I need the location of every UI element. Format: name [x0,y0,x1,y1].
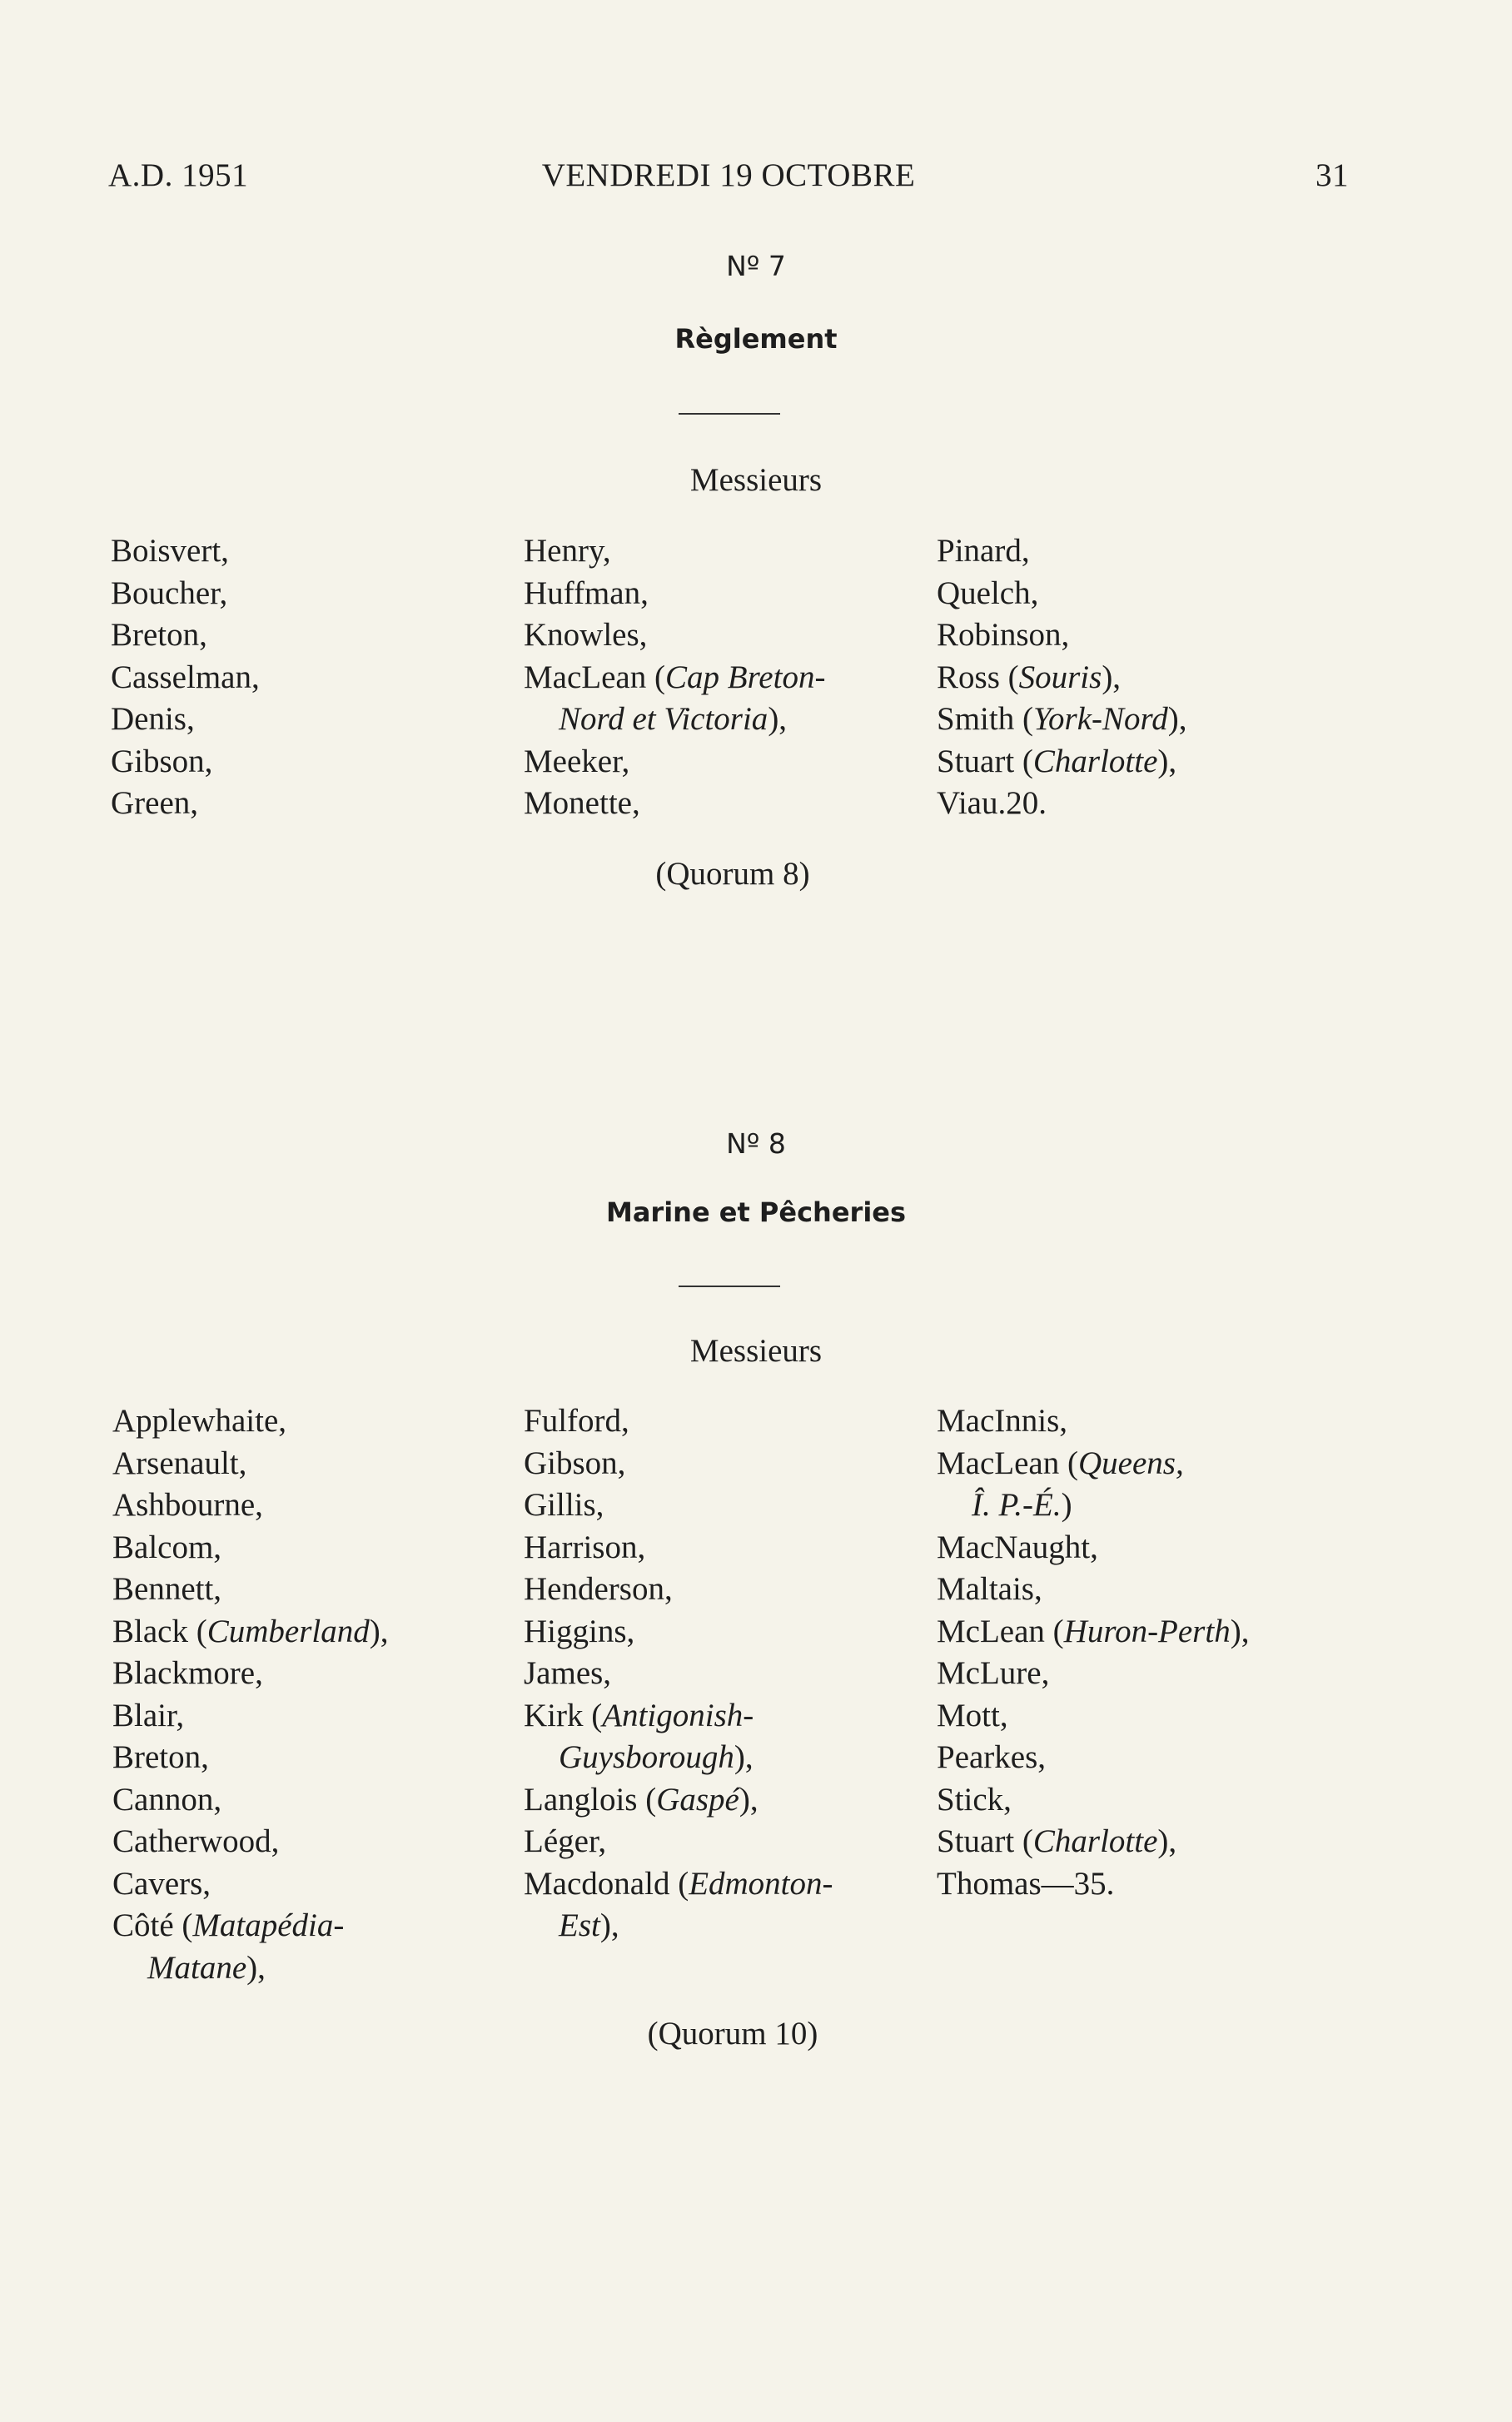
member-name: Thomas—35. [937,1865,1115,1902]
section-7-quorum: (Quorum 8) [655,856,810,892]
member-name-continued: Guysborough), [559,1739,754,1775]
header-year: A.D. 1951 [108,157,249,193]
member-name: Knowles, [524,617,648,653]
member-name: MacInnis, [937,1403,1068,1439]
member-name: Viau.20. [937,785,1047,821]
member-name: Catherwood, [112,1823,280,1859]
member-name: Léger, [524,1823,607,1859]
member-name: Arsenault, [112,1445,247,1481]
member-name: Breton, [112,1739,209,1775]
member-name: James, [524,1655,612,1691]
member-name: Higgins, [524,1613,635,1649]
member-name: Macdonald (Edmonton- [524,1865,833,1902]
member-name: Breton, [111,617,207,653]
section-7-number: Nº 7 [726,250,786,282]
member-name: Boucher, [111,574,228,611]
member-name: Harrison, [524,1529,646,1565]
member-name: Bennett, [112,1571,222,1607]
member-name: Green, [111,785,199,821]
member-name: Langlois (Gaspé), [524,1781,758,1818]
member-name: Robinson, [937,617,1070,653]
member-name: MacLean (Cap Breton- [524,659,826,695]
member-name: Smith (York-Nord), [937,701,1187,737]
member-name: Quelch, [937,574,1039,611]
section-7-subheading: Messieurs [689,462,823,498]
member-name: Applewhaite, [112,1403,287,1439]
section-7-column-2 [524,530,825,825]
member-name: Côté (Matapédia- [112,1907,345,1943]
member-name: Balcom, [112,1529,222,1565]
member-name: Ross (Souris), [937,659,1122,695]
member-name-continued: Nord et Victoria), [559,701,788,737]
member-name: Gibson, [111,743,213,779]
section-8-divider [679,1286,780,1287]
member-name: Henderson, [524,1571,673,1607]
member-name: Mott, [937,1697,1008,1733]
member-name: McLean (Huron-Perth), [937,1613,1250,1649]
member-name: Kirk (Antigonish- [524,1697,754,1733]
page-header [108,157,1349,198]
member-name: MacLean (Queens, [937,1445,1184,1481]
member-name: Monette, [524,785,640,821]
member-name: Ashbourne, [112,1487,263,1523]
member-name-continued: Matane), [147,1949,266,1986]
member-name: Maltais, [937,1571,1042,1607]
member-name: Black (Cumberland), [112,1613,389,1649]
member-name: Gibson, [524,1445,626,1481]
member-name-continued: Î. P.-É.) [972,1487,1072,1523]
member-name: Stuart (Charlotte), [937,743,1177,779]
member-name: Cannon, [112,1781,222,1818]
section-8-title: Marine et Pêcheries [605,1196,907,1228]
member-name: Henry, [524,533,611,569]
member-name: Fulford, [524,1403,629,1439]
page-number: 31 [1316,157,1349,193]
section-8-column-2 [524,1400,833,1947]
member-name: Blair, [112,1697,185,1733]
section-7-title: Règlement [674,323,838,355]
member-name: Gillis, [524,1487,604,1523]
member-name: Cavers, [112,1865,211,1902]
section-7-column-1 [111,530,260,825]
member-name-continued: Est), [559,1907,619,1943]
member-name: Casselman, [111,659,260,695]
section-8-column-1 [112,1400,388,1989]
member-name: Huffman, [524,574,649,611]
section-8-number: Nº 8 [726,1127,786,1160]
member-name: Pearkes, [937,1739,1047,1775]
section-8-subheading: Messieurs [689,1333,823,1369]
section-8-quorum: (Quorum 10) [647,2016,818,2051]
member-name: Blackmore, [112,1655,263,1691]
section-7-column-3 [937,530,1187,825]
header-date: VENDREDI 19 OCTOBRE [541,157,916,193]
member-name: Stick, [937,1781,1012,1818]
member-name: Pinard, [937,533,1030,569]
member-name: Denis, [111,701,195,737]
section-7-divider [679,413,780,415]
member-name: MacNaught, [937,1529,1098,1565]
section-8-column-3 [937,1400,1249,1905]
member-name: Stuart (Charlotte), [937,1823,1177,1859]
member-name: McLure, [937,1655,1050,1691]
member-name: Boisvert, [111,533,229,569]
member-name: Meeker, [524,743,630,779]
